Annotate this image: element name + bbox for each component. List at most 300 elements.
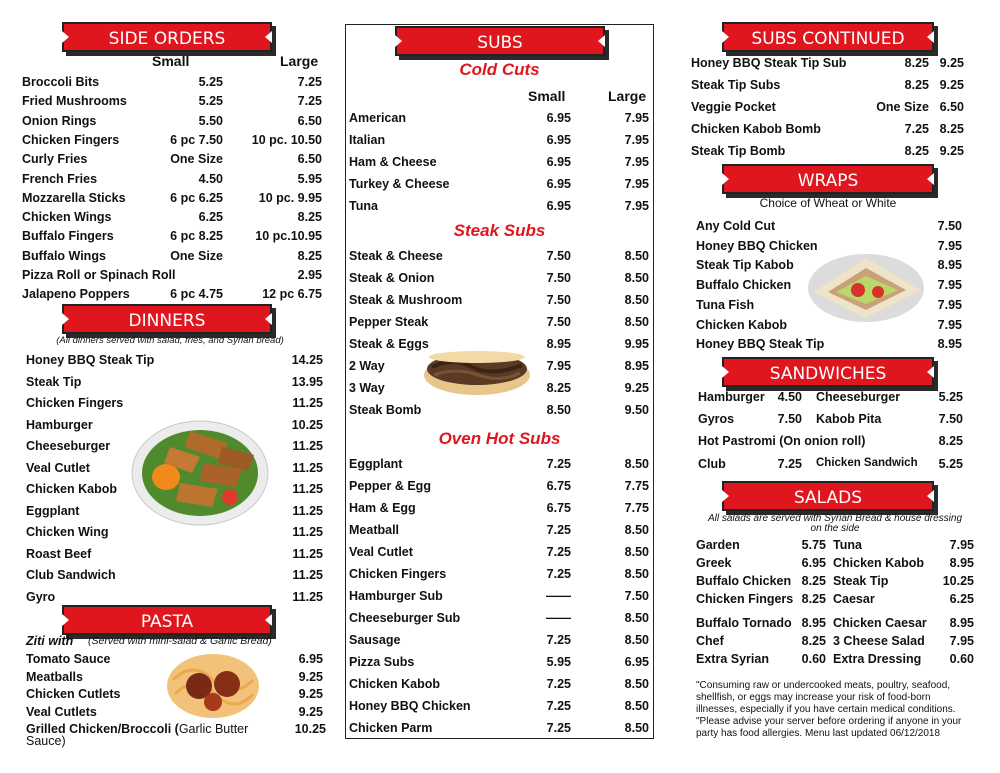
oven-hot-sub-item-small: 6.75 xyxy=(546,501,571,515)
side-order-item xyxy=(22,94,322,110)
salad-row xyxy=(696,538,974,554)
salad-b-name: 3 Cheese Salad xyxy=(833,634,925,648)
subs-continued-item xyxy=(691,78,964,94)
dinner-item-name: Gyro xyxy=(26,589,56,604)
side-order-item-large: 5.95 xyxy=(297,171,322,186)
cold-cut-item xyxy=(349,111,649,127)
pasta-item-price: 9.25 xyxy=(298,704,323,719)
salad-a-name: Garden xyxy=(696,538,740,552)
footer-line: illnesses, especially if you have certain medical conditions. xyxy=(696,704,956,715)
side-order-item-name: Fried Mushrooms xyxy=(22,94,127,109)
side-order-item xyxy=(22,75,322,91)
side-order-item-small: 6 pc 7.50 xyxy=(170,132,223,147)
salads-banner: SALADS xyxy=(722,481,934,511)
side-order-item xyxy=(22,229,322,245)
sandwich-b-price: 5.25 xyxy=(938,390,963,404)
salad-a-price: 6.95 xyxy=(801,556,826,570)
steak-sub-item xyxy=(349,249,649,265)
oven-hot-sub-item-name: Cheeseburger Sub xyxy=(349,611,461,625)
side-order-item-small: One Size xyxy=(170,248,223,263)
subs-continued-item-name: Chicken Kabob Bomb xyxy=(691,122,821,136)
dinner-item-price: 10.25 xyxy=(291,417,323,432)
subs-continued-item-large: 8.25 xyxy=(939,122,964,136)
side-order-item-name: Chicken Wings xyxy=(22,210,112,225)
steak-sub-item-name: Steak & Cheese xyxy=(349,249,443,263)
steak-sub-item-large: 8.95 xyxy=(624,359,649,373)
side-order-item-large: 7.25 xyxy=(297,75,322,89)
pasta-lead-text: Ziti with xyxy=(26,634,74,648)
wrap-item-name: Tuna Fish xyxy=(696,297,755,312)
salad-a-price: 5.75 xyxy=(801,538,826,552)
side-order-item-small: 6 pc 8.25 xyxy=(170,229,223,244)
wraps-note: Choice of Wheat or White xyxy=(759,196,897,210)
dinner-item xyxy=(26,353,323,369)
side-order-item xyxy=(22,172,322,188)
dinner-item-name: Hamburger xyxy=(26,417,93,432)
sandwich-b-price: 7.50 xyxy=(938,412,963,426)
dinner-item-price: 11.25 xyxy=(292,525,323,539)
oven-hot-sub-item xyxy=(349,611,649,627)
oven-hot-sub-item-large: 8.50 xyxy=(624,721,649,735)
wrap-item-price: 7.95 xyxy=(937,278,962,293)
oven-hot-sub-item-large: 7.75 xyxy=(624,501,649,515)
side-order-item-large: 10 pc. 9.95 xyxy=(258,190,322,205)
wrap-item-price: 7.95 xyxy=(937,297,962,312)
steak-subs-title: Steak Subs xyxy=(453,221,546,240)
side-order-item xyxy=(22,191,322,207)
dinner-item xyxy=(26,396,323,412)
dinner-item-name: Chicken Wing xyxy=(26,525,109,539)
oven-hot-sub-item xyxy=(349,721,649,737)
salad-row xyxy=(696,574,974,590)
dinner-item-price: 11.25 xyxy=(292,589,323,604)
chicken-dinner-image xyxy=(130,417,270,527)
side-order-item-name: Broccoli Bits xyxy=(22,75,100,89)
steak-sub-item-small: 7.95 xyxy=(546,359,571,373)
wrap-item-name: Buffalo Chicken xyxy=(696,278,792,293)
side-orders-col-small: Small xyxy=(152,53,190,69)
dinner-item xyxy=(26,525,323,541)
dinners-banner: DINNERS xyxy=(62,304,272,334)
side-order-item xyxy=(22,287,322,303)
side-orders-banner: SIDE ORDERS xyxy=(62,22,272,52)
oven-hot-sub-item xyxy=(349,567,649,583)
salad-a-name: Buffalo Tornado xyxy=(696,616,792,630)
steak-sub-item-name: Steak & Eggs xyxy=(349,337,429,351)
subs-continued-item-large: 9.25 xyxy=(939,144,964,158)
sandwich-b-name: Chicken Sandwich xyxy=(816,457,918,469)
dinner-item xyxy=(26,590,323,606)
cold-cut-item-large: 7.95 xyxy=(624,133,649,147)
subs-continued-item xyxy=(691,122,964,138)
salad-a-price: 8.25 xyxy=(801,634,826,648)
salad-a-name: Chicken Fingers xyxy=(696,592,794,606)
wrap-item-name: Honey BBQ Steak Tip xyxy=(696,337,825,352)
oven-hot-sub-item-name: Pepper & Egg xyxy=(349,479,431,493)
footer-line: party has food allergies. Menu last updated 06/12/2018 xyxy=(696,728,941,739)
salad-b-price: 7.95 xyxy=(949,634,974,648)
side-order-item-small: 6.25 xyxy=(198,210,223,225)
subs-continued-item-large: 6.50 xyxy=(939,100,964,114)
wrap-item-price: 7.50 xyxy=(937,219,962,233)
oven-hot-sub-item-name: Meatball xyxy=(349,523,400,537)
oven-hot-sub-item xyxy=(349,677,649,693)
salad-b-name: Tuna xyxy=(833,538,862,552)
steak-sub-item-small: 8.95 xyxy=(546,337,571,351)
side-order-item-large: 2.95 xyxy=(297,268,322,282)
salad-a-price: 8.25 xyxy=(801,574,826,588)
side-order-item-large: 8.25 xyxy=(297,248,322,263)
subs-continued-item-large: 9.25 xyxy=(939,56,964,70)
cold-cut-item-name: Turkey & Cheese xyxy=(349,177,450,191)
dinners-note: (All dinners served with salad, fries, and Syrian bread) xyxy=(56,335,284,346)
side-order-item-name: Onion Rings xyxy=(22,113,97,128)
dinner-item-price: 11.25 xyxy=(292,439,323,453)
salad-b-name: Extra Dressing xyxy=(833,652,922,666)
wrap-item-name: Chicken Kabob xyxy=(696,317,787,332)
sandwich-a-price: 4.50 xyxy=(777,390,802,404)
pasta-banner: PASTA xyxy=(62,605,272,635)
side-order-item-name: Buffalo Wings xyxy=(22,248,106,263)
subs-continued-item-name: Steak Tip Bomb xyxy=(691,144,786,158)
dinner-item xyxy=(26,547,323,563)
wrap-item-price: 8.95 xyxy=(937,337,962,352)
oven-hot-sub-item-large: 7.50 xyxy=(624,589,649,603)
oven-hot-sub-item-large: 8.50 xyxy=(624,677,649,691)
pasta-item-name: Tomato Sauce xyxy=(26,652,111,666)
steak-sub-item-small: 7.50 xyxy=(546,271,571,285)
pasta-item-name: Veal Cutlets xyxy=(26,704,97,719)
pasta-item-price: 6.95 xyxy=(298,652,323,666)
oven-hot-sub-item-name: Chicken Kabob xyxy=(349,677,440,691)
subs-continued-item-small: 8.25 xyxy=(904,78,929,92)
cold-cut-item-small: 6.95 xyxy=(546,199,571,213)
wrap-item-price: 7.95 xyxy=(937,238,962,253)
wrap-item-name: Any Cold Cut xyxy=(696,219,776,233)
sandwich-b-name: Cheeseburger xyxy=(816,390,901,404)
oven-hot-sub-item-name: Chicken Fingers xyxy=(349,567,447,581)
dinner-item-price: 14.25 xyxy=(291,353,323,367)
oven-hot-sub-item-large: 6.95 xyxy=(624,655,649,669)
oven-hot-sub-item xyxy=(349,589,649,605)
oven-hot-sub-item-large: 8.50 xyxy=(624,611,649,625)
side-order-item-name: Mozzarella Sticks xyxy=(22,190,126,205)
footer-line: "Consuming raw or undercooked meats, poultry, seafood, xyxy=(696,680,951,691)
side-order-item xyxy=(22,210,322,226)
sandwich-b-price: 5.25 xyxy=(938,457,963,471)
pasta-item-grilled-price: 10.25 xyxy=(294,722,326,736)
oven-hot-sub-item-small: 7.25 xyxy=(546,721,571,735)
oven-hot-sub-item-name: Ham & Egg xyxy=(349,501,416,515)
salad-a-price: 8.95 xyxy=(801,616,826,630)
steak-sub-item-small: 8.50 xyxy=(546,403,571,417)
cold-cut-item-small: 6.95 xyxy=(546,111,571,125)
side-order-item-small: 6 pc 4.75 xyxy=(170,287,223,302)
steak-sub-item-large: 9.95 xyxy=(624,337,649,351)
salad-b-name: Caesar xyxy=(833,592,875,606)
subs-continued-item xyxy=(691,144,964,160)
oven-hot-sub-item-large: 8.50 xyxy=(624,633,649,647)
oven-hot-sub-item xyxy=(349,699,649,715)
cold-cut-item-small: 6.95 xyxy=(546,155,571,169)
salad-b-name: Steak Tip xyxy=(833,574,889,588)
salad-b-price: 6.25 xyxy=(949,592,974,606)
side-order-item-large: 10 pc. 10.50 xyxy=(251,132,322,147)
side-order-item xyxy=(22,268,322,284)
dinner-item-name: Chicken Fingers xyxy=(26,396,124,410)
oven-hot-sub-item xyxy=(349,523,649,539)
steak-sub-item-small: 7.50 xyxy=(546,315,571,329)
side-order-item-large: 7.25 xyxy=(297,94,322,109)
salad-b-price: 10.25 xyxy=(942,574,974,588)
side-order-item-small: 5.50 xyxy=(198,113,223,128)
side-order-item-small: 5.25 xyxy=(198,75,223,89)
steak-sub-item-large: 8.50 xyxy=(624,293,649,307)
subs-col-large: Large xyxy=(608,88,647,104)
cold-cut-item xyxy=(349,133,649,149)
side-order-item-name: Chicken Fingers xyxy=(22,132,120,147)
dinner-item-name: Eggplant xyxy=(26,503,80,518)
oven-hot-sub-item-small: 7.25 xyxy=(546,677,571,691)
salad-b-price: 8.95 xyxy=(949,556,974,570)
steak-sub-item-small: 7.50 xyxy=(546,249,571,263)
salad-b-name: Chicken Kabob xyxy=(833,556,924,570)
pasta-item-grilled-bold: Grilled Chicken/Broccoli ( xyxy=(26,722,179,736)
steak-sub-item-name: Steak Bomb xyxy=(349,403,422,417)
cold-cut-item-large: 7.95 xyxy=(624,111,649,125)
steak-sub-item-name: Steak & Mushroom xyxy=(349,293,463,307)
oven-hot-sub-item-small: 7.25 xyxy=(546,633,571,647)
sandwich-row xyxy=(698,412,963,428)
dinner-item-price: 11.25 xyxy=(292,396,323,410)
sandwich-row xyxy=(698,390,963,406)
dinner-item-price: 11.25 xyxy=(292,482,323,496)
sandwich-a-price: 7.25 xyxy=(777,457,802,471)
oven-hot-sub-item-large: 7.75 xyxy=(624,479,649,493)
subs-continued-item-small: 7.25 xyxy=(904,122,929,136)
wrap-item xyxy=(696,219,962,235)
wrap-item-price: 8.95 xyxy=(937,258,962,273)
oven-hot-sub-item-small: —— xyxy=(546,589,571,603)
pasta-item-name: Meatballs xyxy=(26,669,83,684)
dinner-item-name: Honey BBQ Steak Tip xyxy=(26,353,155,367)
steak-sub-item-large: 8.50 xyxy=(624,249,649,263)
sandwich-a-price: 7.50 xyxy=(777,412,802,426)
footer-line: "Please advise your server before ordering if anyone in your xyxy=(696,716,962,727)
pasta-item-grilled-rest: Garlic Butter xyxy=(178,722,249,736)
pasta-note: (Served with mini-salad & Garlic Bread) xyxy=(88,635,272,647)
sandwich-pastrami-name: Hot Pastromi (On onion roll) xyxy=(698,434,866,448)
subs-continued-item-small: One Size xyxy=(876,100,929,114)
side-order-item-small: 5.25 xyxy=(198,94,223,109)
footer-disclaimer xyxy=(696,680,986,740)
subs-continued-item xyxy=(691,100,964,116)
oven-hot-sub-item xyxy=(349,655,649,671)
cold-cut-item xyxy=(349,177,649,193)
side-order-item-name: Pizza Roll or Spinach Roll xyxy=(22,268,176,282)
side-order-item-name: French Fries xyxy=(22,171,98,186)
oven-hot-subs-title: Oven Hot Subs xyxy=(438,429,561,448)
steak-sub-item-large: 8.50 xyxy=(624,271,649,285)
wrap-image xyxy=(806,252,926,324)
salad-b-price: 8.95 xyxy=(949,616,974,630)
sandwich-a-name: Hamburger xyxy=(698,390,765,404)
dinner-item xyxy=(26,375,323,391)
steak-sub-item-name: 2 Way xyxy=(349,359,385,373)
steak-sub-item-name: 3 Way xyxy=(349,381,385,395)
side-order-item-large: 6.50 xyxy=(297,113,322,128)
cold-cut-item-large: 7.95 xyxy=(624,199,649,213)
oven-hot-sub-item-name: Chicken Parm xyxy=(349,721,433,735)
salad-a-name: Greek xyxy=(696,556,732,570)
side-order-item xyxy=(22,114,322,130)
cold-cut-item-name: American xyxy=(349,111,406,125)
salad-a-price: 8.25 xyxy=(801,592,826,606)
side-order-item-small: 6 pc 6.25 xyxy=(170,190,223,205)
pasta-item-price: 9.25 xyxy=(298,669,323,684)
steak-sub-item-large: 8.50 xyxy=(624,315,649,329)
side-order-item xyxy=(22,249,322,265)
side-order-item xyxy=(22,152,322,168)
salads-note-1: All salads are served with Syrian Bread & house dressing xyxy=(707,513,963,524)
oven-hot-sub-item-small: 7.25 xyxy=(546,457,571,471)
dinner-item-price: 11.25 xyxy=(292,460,323,475)
pasta-item-grilled-line2: Sauce) xyxy=(26,734,66,748)
oven-hot-sub-item xyxy=(349,501,649,517)
wrap-item-name: Steak Tip Kabob xyxy=(696,258,794,273)
footer-line: shellfish, or eggs may increase your risk of food-born xyxy=(696,692,931,703)
cold-cut-item-small: 6.95 xyxy=(546,133,571,147)
salad-a-name: Buffalo Chicken xyxy=(696,574,792,588)
dinner-item xyxy=(26,568,323,584)
subs-col-small: Small xyxy=(528,88,566,104)
salad-row xyxy=(696,652,974,668)
oven-hot-sub-item-name: Pizza Subs xyxy=(349,655,415,669)
cold-cut-item-small: 6.95 xyxy=(546,177,571,191)
subs-continued-item-name: Honey BBQ Steak Tip Sub xyxy=(691,56,847,70)
cold-cut-item-name: Italian xyxy=(349,133,386,147)
side-order-item-name: Curly Fries xyxy=(22,152,88,167)
oven-hot-sub-item-large: 8.50 xyxy=(624,567,649,581)
oven-hot-sub-item-name: Hamburger Sub xyxy=(349,589,443,603)
cold-cut-item xyxy=(349,155,649,171)
subs-continued-item-name: Steak Tip Subs xyxy=(691,78,781,92)
dinner-item-price: 13.95 xyxy=(291,374,323,389)
dinner-item-name: Cheeseburger xyxy=(26,439,111,453)
subs-continued-item xyxy=(691,56,964,72)
spaghetti-meatball-image xyxy=(163,650,263,720)
wrap-item-name: Honey BBQ Chicken xyxy=(696,238,818,253)
salad-b-price: 7.95 xyxy=(949,538,974,552)
dinner-item-name: Steak Tip xyxy=(26,374,82,389)
salad-a-name: Extra Syrian xyxy=(696,652,769,666)
oven-hot-sub-item-name: Veal Cutlet xyxy=(349,545,413,559)
oven-hot-sub-item xyxy=(349,457,649,473)
dinner-item-name: Veal Cutlet xyxy=(26,460,90,475)
side-order-item-large: 12 pc 6.75 xyxy=(262,287,322,302)
steak-sub-item xyxy=(349,315,649,331)
oven-hot-sub-item-large: 8.50 xyxy=(624,457,649,471)
oven-hot-sub-item-small: 7.25 xyxy=(546,567,571,581)
cold-cuts-title: Cold Cuts xyxy=(459,60,540,79)
subs-continued-item-name: Veggie Pocket xyxy=(691,100,776,114)
cold-cut-item-name: Tuna xyxy=(349,199,378,213)
steak-sub-item xyxy=(349,293,649,309)
steak-sub-item-name: Steak & Onion xyxy=(349,271,435,285)
salad-row xyxy=(696,634,974,650)
sandwich-b-name: Kabob Pita xyxy=(816,412,882,426)
side-order-item-name: Buffalo Fingers xyxy=(22,229,114,244)
salad-row xyxy=(696,556,974,572)
steak-sub-item-small: 8.25 xyxy=(546,381,571,395)
subs-continued-item-large: 9.25 xyxy=(939,78,964,92)
wrap-item xyxy=(696,337,962,353)
steak-sub-image xyxy=(422,345,532,397)
subs-continued-item-small: 8.25 xyxy=(904,144,929,158)
steak-sub-item-large: 9.25 xyxy=(624,381,649,395)
oven-hot-sub-item xyxy=(349,545,649,561)
steak-sub-item xyxy=(349,403,649,419)
steak-sub-item-large: 9.50 xyxy=(624,403,649,417)
sandwich-row xyxy=(698,457,963,473)
oven-hot-sub-item-large: 8.50 xyxy=(624,545,649,559)
wraps-banner: WRAPS xyxy=(722,164,934,194)
sandwich-pastrami-price: 8.25 xyxy=(938,434,963,448)
dinner-item-price: 11.25 xyxy=(292,503,323,518)
cold-cut-item-large: 7.95 xyxy=(624,155,649,169)
wrap-item-price: 7.95 xyxy=(937,317,962,332)
subs-continued-banner: SUBS CONTINUED xyxy=(722,22,934,52)
salad-b-name: Chicken Caesar xyxy=(833,616,927,630)
salad-a-name: Chef xyxy=(696,634,724,648)
side-orders-col-large: Large xyxy=(280,53,319,69)
side-order-item-large: 8.25 xyxy=(297,210,322,225)
oven-hot-sub-item xyxy=(349,633,649,649)
oven-hot-sub-item-small: 7.25 xyxy=(546,545,571,559)
side-order-item-name: Jalapeno Poppers xyxy=(22,287,130,302)
oven-hot-sub-item-small: 7.25 xyxy=(546,699,571,713)
salads-note-2: on the side xyxy=(810,523,860,534)
side-order-item xyxy=(22,133,322,149)
side-order-item-large: 6.50 xyxy=(297,152,322,167)
dinner-item-name: Roast Beef xyxy=(26,546,92,561)
cold-cut-item xyxy=(349,199,649,215)
subs-banner: SUBS xyxy=(395,26,605,56)
dinner-item-name: Chicken Kabob xyxy=(26,482,117,496)
oven-hot-sub-item-name: Sausage xyxy=(349,633,401,647)
oven-hot-sub-item-small: 6.75 xyxy=(546,479,571,493)
sandwich-a-name: Gyros xyxy=(698,412,735,426)
oven-hot-sub-item-name: Eggplant xyxy=(349,457,403,471)
dinner-item-price: 11.25 xyxy=(292,546,323,561)
sandwiches-banner: SANDWICHES xyxy=(722,357,934,387)
salad-a-price: 0.60 xyxy=(801,652,826,666)
steak-sub-item-small: 7.50 xyxy=(546,293,571,307)
pasta-item-price: 9.25 xyxy=(298,687,323,701)
dinner-item-name: Club Sandwich xyxy=(26,568,116,582)
oven-hot-sub-item xyxy=(349,479,649,495)
oven-hot-sub-item-large: 8.50 xyxy=(624,523,649,537)
salad-b-price: 0.60 xyxy=(949,652,974,666)
pasta-item-name: Chicken Cutlets xyxy=(26,687,121,701)
salad-row xyxy=(696,592,974,608)
oven-hot-sub-item-small: 5.95 xyxy=(546,655,571,669)
steak-sub-item-name: Pepper Steak xyxy=(349,315,429,329)
cold-cut-item-name: Ham & Cheese xyxy=(349,155,437,169)
oven-hot-sub-item-small: 7.25 xyxy=(546,523,571,537)
cold-cut-item-large: 7.95 xyxy=(624,177,649,191)
side-order-item-small: 4.50 xyxy=(198,171,223,186)
